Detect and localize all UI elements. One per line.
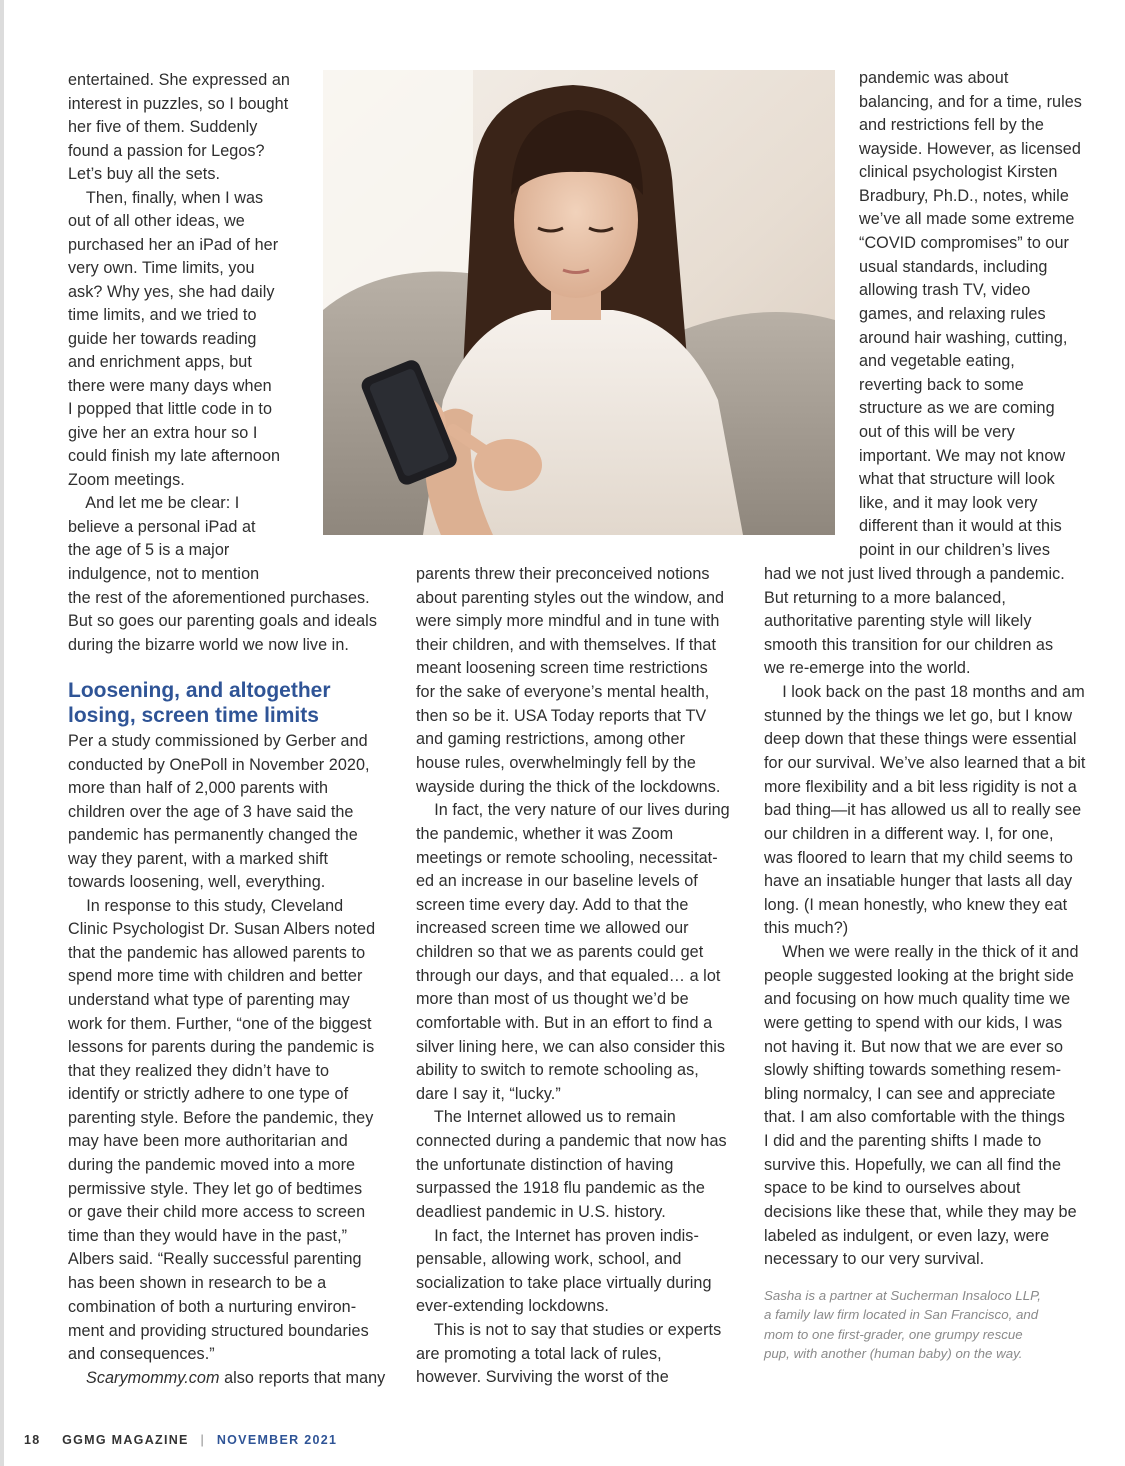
text-line: And let me be clear: I bbox=[68, 494, 240, 512]
text-line: out of all other ideas, we bbox=[68, 212, 245, 230]
text-line: give her an extra hour so I bbox=[68, 424, 258, 442]
text-line: usual standards, including bbox=[859, 258, 1048, 276]
text-line: during the bizarre world we now live in. bbox=[68, 636, 349, 654]
text-line: and focusing on how much quality time we bbox=[764, 990, 1071, 1008]
text-line: children so that we as parents could get bbox=[416, 943, 704, 961]
text-line: important. We may not know bbox=[859, 447, 1066, 465]
bio-line: a family law firm located in San Francisco, and bbox=[764, 1307, 1039, 1322]
text-line: very own. Time limits, you bbox=[68, 259, 255, 277]
text-line: there were many days when bbox=[68, 377, 272, 395]
text-line: parenting style. Before the pandemic, they bbox=[68, 1109, 374, 1127]
text-line: authoritative parenting style will likely bbox=[764, 612, 1032, 630]
text-span: also reports that many bbox=[219, 1369, 386, 1387]
text-line: necessary to our very survival. bbox=[764, 1250, 985, 1268]
text-line: slowly shifting towards something resem- bbox=[764, 1061, 1062, 1079]
text-line: and consequences.” bbox=[68, 1345, 215, 1363]
text-line: house rules, overwhelmingly fell by the bbox=[416, 754, 696, 772]
text-line: pandemic was about bbox=[859, 69, 1009, 87]
footer-separator: | bbox=[200, 1433, 206, 1447]
text-line: Let’s buy all the sets. bbox=[68, 165, 221, 183]
text-line: pensable, allowing work, school, and bbox=[416, 1250, 682, 1268]
text-line: bling normalcy, I can see and appreciate bbox=[764, 1085, 1056, 1103]
text-line: lessons for parents during the pandemic is bbox=[68, 1038, 375, 1056]
page-footer bbox=[24, 1433, 337, 1447]
text-line: In fact, the very nature of our lives during bbox=[416, 801, 730, 819]
text-line: what that structure will look bbox=[859, 470, 1055, 488]
text-line: people suggested looking at the bright side bbox=[764, 967, 1074, 985]
text-line: bad thing—it has allowed us all to really see bbox=[764, 801, 1082, 819]
text-line: that they realized they didn’t have to bbox=[68, 1062, 330, 1080]
text-line: purchased her an iPad of her bbox=[68, 236, 279, 254]
text-line: have an insatiable hunger that lasts all day bbox=[764, 872, 1073, 890]
text-line: different than it would at this bbox=[859, 517, 1062, 535]
text-line: more flexibility and a bit less rigidity is not a bbox=[764, 778, 1077, 796]
text-line: was floored to learn that my child seems to bbox=[764, 849, 1073, 867]
text-line: our children in a different way. I, for one, bbox=[764, 825, 1054, 843]
text-line: Albers said. “Really successful parenting bbox=[68, 1250, 362, 1268]
text-line: But returning to a more balanced, bbox=[764, 589, 1006, 607]
text-line: games, and relaxing rules bbox=[859, 305, 1046, 323]
text-line: work for them. Further, “one of the biggest bbox=[68, 1015, 372, 1033]
text-line: stunned by the things we let go, but I know bbox=[764, 707, 1073, 725]
text-line: balancing, and for a time, rules bbox=[859, 93, 1082, 111]
text-line: wayside during the thick of the lockdowns. bbox=[416, 778, 721, 796]
text-line: children over the age of 3 have said the bbox=[68, 803, 354, 821]
text-line: conducted by OnePoll in November 2020, bbox=[68, 756, 370, 774]
text-line: Then, finally, when I was bbox=[68, 189, 264, 207]
text-line: allowing trash TV, video bbox=[859, 281, 1031, 299]
text-line: reverting back to some bbox=[859, 376, 1024, 394]
text-line: not having it. But now that we are ever so bbox=[764, 1038, 1064, 1056]
text-line: had we not just lived through a pandemic. bbox=[764, 565, 1065, 583]
text-line: labeled as indulgent, or even lazy, were bbox=[764, 1227, 1050, 1245]
text-line: deep down that these things were essential bbox=[764, 730, 1077, 748]
text-line: Bradbury, Ph.D., notes, while bbox=[859, 187, 1069, 205]
text-line: ability to switch to remote schooling as, bbox=[416, 1061, 699, 1079]
text-line: the unfortunate distinction of having bbox=[416, 1156, 674, 1174]
text-line: guide her towards reading bbox=[68, 330, 257, 348]
text-line: spend more time with children and better bbox=[68, 967, 363, 985]
text-line: that the pandemic has allowed parents to bbox=[68, 944, 366, 962]
text-line: towards loosening, well, everything. bbox=[68, 873, 326, 891]
article-photo bbox=[323, 70, 835, 535]
text-line: we re-emerge into the world. bbox=[764, 659, 971, 677]
text-line: long. (I mean honestly, who knew they eat bbox=[764, 896, 1068, 914]
text-line: In response to this study, Cleveland bbox=[68, 897, 344, 915]
text-line: were getting to spend with our kids, I was bbox=[764, 1014, 1063, 1032]
text-line: like, and it may look very bbox=[859, 494, 1038, 512]
page-edge bbox=[0, 0, 4, 1466]
text-line: dare I say it, “lucky.” bbox=[416, 1085, 561, 1103]
text-line: understand what type of parenting may bbox=[68, 991, 350, 1009]
text-line: or gave their child more access to screen bbox=[68, 1203, 366, 1221]
text-line: pandemic has permanently changed the bbox=[68, 826, 358, 844]
text-line: has been shown in research to be a bbox=[68, 1274, 327, 1292]
text-line: Per a study commissioned by Gerber and bbox=[68, 732, 368, 750]
text-line: during the pandemic moved into a more bbox=[68, 1156, 356, 1174]
text-line bbox=[86, 1367, 385, 1391]
section-heading bbox=[68, 678, 388, 728]
text-line: believe a personal iPad at bbox=[68, 518, 256, 536]
text-line: however. Surviving the worst of the bbox=[416, 1368, 669, 1386]
text-line: deadliest pandemic in U.S. history. bbox=[416, 1203, 666, 1221]
text-line: way they parent, with a marked shift bbox=[68, 850, 329, 868]
text-line: the rest of the aforementioned purchases. bbox=[68, 589, 370, 607]
text-line: interest in puzzles, so I bought bbox=[68, 95, 289, 113]
text-line: ever-extending lockdowns. bbox=[416, 1297, 609, 1315]
text-line: screen time every day. Add to that the bbox=[416, 896, 689, 914]
text-line: more than most of us thought we’d be bbox=[416, 990, 689, 1008]
text-line: time than they would have in the past,” bbox=[68, 1227, 348, 1245]
text-line: space to be kind to ourselves about bbox=[764, 1179, 1021, 1197]
text-line: for the sake of everyone’s mental health, bbox=[416, 683, 710, 701]
text-line: and gaming restrictions, among other bbox=[416, 730, 686, 748]
text-line: her five of them. Suddenly bbox=[68, 118, 258, 136]
text-line: their children, and with themselves. If that bbox=[416, 636, 717, 654]
text-line: around hair washing, cutting, bbox=[859, 329, 1068, 347]
text-line: decisions like these that, while they may be bbox=[764, 1203, 1077, 1221]
text-line: ed an increase in our baseline levels of bbox=[416, 872, 698, 890]
text-line: combination of both a nurturing environ- bbox=[68, 1298, 357, 1316]
text-line: I look back on the past 18 months and am bbox=[764, 683, 1085, 701]
text-line: could finish my late afternoon bbox=[68, 447, 281, 465]
text-line: This is not to say that studies or experts bbox=[416, 1321, 722, 1339]
text-line: ask? Why yes, she had daily bbox=[68, 283, 275, 301]
text-line: then so be it. USA Today reports that TV bbox=[416, 707, 707, 725]
text-line: and restrictions fell by the bbox=[859, 116, 1044, 134]
text-line: found a passion for Legos? bbox=[68, 142, 265, 160]
text-line: silver lining here, we can also consider this bbox=[416, 1038, 726, 1056]
text-line: that. I am also comfortable with the things bbox=[764, 1108, 1065, 1126]
text-line: entertained. She expressed an bbox=[68, 71, 290, 89]
text-line: for our survival. We’ve also learned that a bit bbox=[764, 754, 1086, 772]
text-line: this much?) bbox=[764, 919, 849, 937]
page-number: 18 bbox=[24, 1433, 41, 1447]
section-heading-line: Loosening, and altogether bbox=[68, 679, 331, 702]
text-line: identify or strictly adhere to one type of bbox=[68, 1085, 349, 1103]
text-line: socialization to take place virtually during bbox=[416, 1274, 712, 1292]
text-line: I did and the parenting shifts I made to bbox=[764, 1132, 1042, 1150]
bio-line: mom to one first-grader, one grumpy rescue bbox=[764, 1327, 1023, 1342]
text-line: clinical psychologist Kirsten bbox=[859, 163, 1058, 181]
text-line: The Internet allowed us to remain bbox=[416, 1108, 676, 1126]
text-line: point in our children’s lives bbox=[859, 541, 1051, 559]
text-line: comfortable with. But in an effort to find a bbox=[416, 1014, 713, 1032]
text-line: Zoom meetings. bbox=[68, 471, 185, 489]
text-line: are promoting a total lack of rules, bbox=[416, 1345, 662, 1363]
text-line: When we were really in the thick of it and bbox=[764, 943, 1079, 961]
text-line: increased screen time we allowed our bbox=[416, 919, 689, 937]
text-line: meetings or remote schooling, necessitat- bbox=[416, 849, 718, 867]
text-line: structure as we are coming bbox=[859, 399, 1055, 417]
text-line: “COVID compromises” to our bbox=[859, 234, 1069, 252]
text-line: In fact, the Internet has proven indis- bbox=[416, 1227, 699, 1245]
text-line: out of this will be very bbox=[859, 423, 1015, 441]
text-line: may have been more authoritarian and bbox=[68, 1132, 348, 1150]
website-name: Scarymommy.com bbox=[86, 1369, 220, 1387]
bio-line: Sasha is a partner at Sucherman Insaloco LLP, bbox=[764, 1288, 1041, 1303]
text-line: we’ve all made some extreme bbox=[859, 210, 1075, 228]
text-line: and enrichment apps, but bbox=[68, 353, 252, 371]
text-line: more than half of 2,000 parents with bbox=[68, 779, 329, 797]
issue-date: NOVEMBER 2021 bbox=[216, 1433, 338, 1447]
text-line: indulgence, not to mention bbox=[68, 565, 260, 583]
text-line: the age of 5 is a major bbox=[68, 541, 230, 559]
text-line: permissive style. They let go of bedtimes bbox=[68, 1180, 363, 1198]
text-line: Clinic Psychologist Dr. Susan Albers noted bbox=[68, 920, 376, 938]
text-line: smooth this transition for our children as bbox=[764, 636, 1054, 654]
text-line: surpassed the 1918 flu pandemic as the bbox=[416, 1179, 705, 1197]
text-line: survive this. Hopefully, we can all find the bbox=[764, 1156, 1062, 1174]
text-line: connected during a pandemic that now has bbox=[416, 1132, 727, 1150]
magazine-name: GGMG MAGAZINE bbox=[62, 1433, 189, 1447]
text-line: about parenting styles out the window, and bbox=[416, 589, 725, 607]
text-line: ment and providing structured boundaries bbox=[68, 1322, 369, 1340]
text-line: wayside. However, as licensed bbox=[859, 140, 1081, 158]
text-line: the pandemic, whether it was Zoom bbox=[416, 825, 674, 843]
section-heading-line: losing, screen time limits bbox=[68, 704, 319, 727]
text-line: But so goes our parenting goals and ideals bbox=[68, 612, 377, 630]
text-line: parents threw their preconceived notions bbox=[416, 565, 710, 583]
text-line: were simply more mindful and in tune with bbox=[416, 612, 720, 630]
text-line: through our days, and that equaled… a lot bbox=[416, 967, 721, 985]
text-line: I popped that little code in to bbox=[68, 400, 273, 418]
text-line: time limits, and we tried to bbox=[68, 306, 257, 324]
text-line: meant loosening screen time restrictions bbox=[416, 659, 708, 677]
text-line: and vegetable eating, bbox=[859, 352, 1015, 370]
bio-line: pup, with another (human baby) on the way. bbox=[764, 1346, 1023, 1361]
